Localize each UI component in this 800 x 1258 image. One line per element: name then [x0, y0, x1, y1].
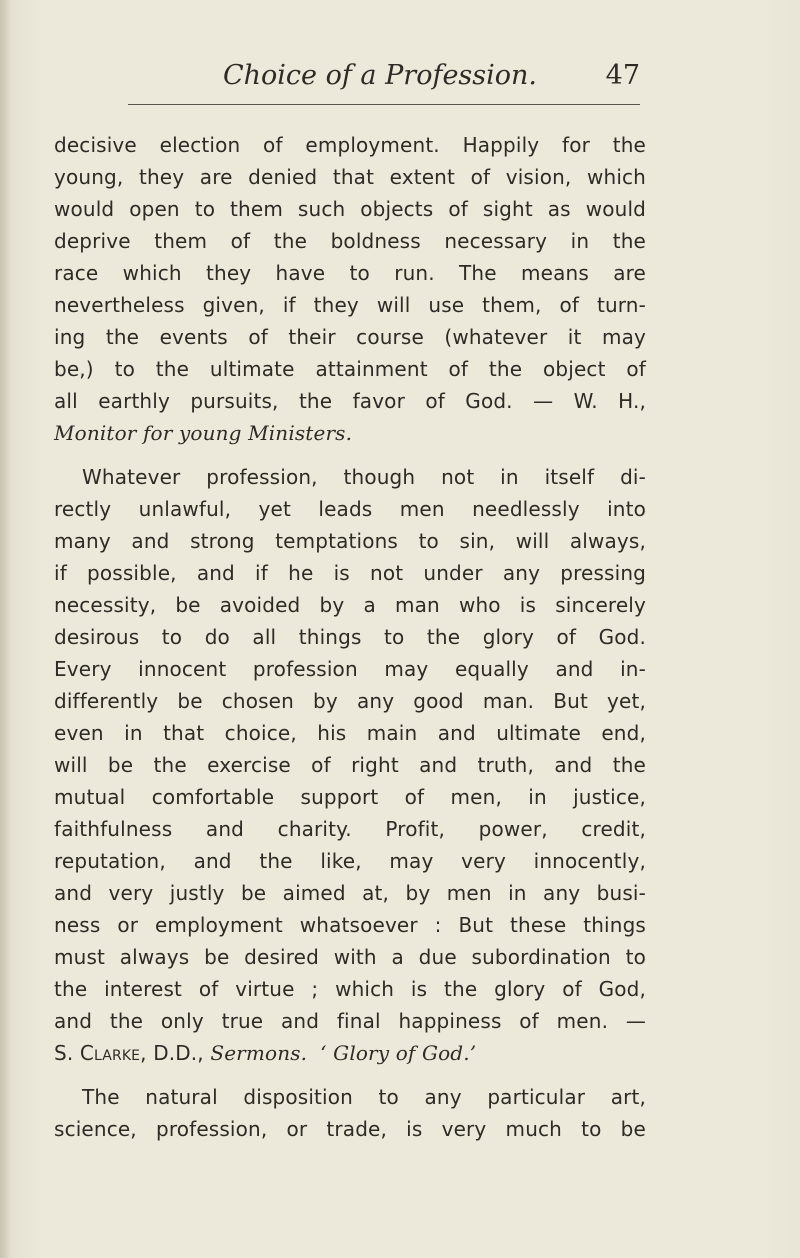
text-line: faithfulness and charity. Profit, power, credit,: [54, 817, 646, 841]
text-line: ing the events of their course (whatever it may: [54, 325, 646, 349]
text-line: Every innocent profession may equally and in-: [54, 657, 646, 681]
text-line: be,) to the ultimate attainment of the object of: [54, 357, 646, 381]
text-line: many and strong temptations to sin, will always,: [54, 529, 646, 553]
text-line: even in that choice, his main and ultimate end,: [54, 721, 646, 745]
text-line: mutual comfortable support of men, in justice,: [54, 785, 646, 809]
paragraph-gap: [54, 449, 646, 461]
text-line: necessity, be avoided by a man who is sincerely: [54, 593, 646, 617]
text-line: the interest of virtue ; which is the glory of God,: [54, 977, 646, 1001]
paragraph-2: [54, 461, 646, 1069]
citation-line: [54, 1037, 646, 1069]
text-line: would open to them such objects of sight as would: [54, 197, 646, 221]
text-line: must always be desired with a due subordination to: [54, 945, 646, 969]
text-line: young, they are denied that extent of vision, which: [54, 165, 646, 189]
text-line: ness or employment whatsoever : But these things: [54, 913, 646, 937]
text-line: all earthly pursuits, the favor of God. — W. H.,: [54, 389, 646, 413]
text-line: if possible, and if he is not under any pressing: [54, 561, 646, 585]
citation-work: Monitor for young Ministers.: [54, 421, 353, 445]
text-line: desirous to do all things to the glory of God.: [54, 625, 646, 649]
text-line: nevertheless given, if they will use them, of turn-: [54, 293, 646, 317]
text-line: The natural disposition to any particular art,: [82, 1085, 646, 1109]
text-line: reputation, and the like, may very innocently,: [54, 849, 646, 873]
page-number: 47: [605, 60, 640, 91]
text-line: Whatever profession, though not in itself di-: [82, 465, 646, 489]
text-line: decisive election of employment. Happily for the: [54, 133, 646, 157]
text-line: and the only true and final happiness of men. —: [54, 1009, 646, 1033]
paragraph-3: [54, 1081, 646, 1145]
text-line: science, profession, or trade, is very much to be: [54, 1117, 646, 1141]
text-line: race which they have to run. The means are: [54, 261, 646, 285]
body-text: [54, 129, 646, 1145]
gutter-shadow: [0, 0, 10, 1258]
text-line: differently be chosen by any good man. But yet,: [54, 689, 646, 713]
running-title: Choice of a Profession.: [222, 60, 537, 91]
citation-author: S. Clarke, D.D.,: [54, 1041, 204, 1065]
citation-work: Sermons.: [210, 1041, 308, 1065]
paragraph-gap: [54, 1069, 646, 1081]
citation-line: [54, 417, 646, 449]
text-line: will be the exercise of right and truth, and the: [54, 753, 646, 777]
text-line: and very justly be aimed at, by men in any busi-: [54, 881, 646, 905]
text-line: rectly unlawful, yet leads men needlessly into: [54, 497, 646, 521]
running-head: [116, 58, 644, 102]
header-rule: [128, 104, 640, 105]
citation-title: ‘ Glory of God.’: [320, 1041, 477, 1065]
text-line: deprive them of the boldness necessary in the: [54, 229, 646, 253]
paragraph-1: [54, 129, 646, 449]
